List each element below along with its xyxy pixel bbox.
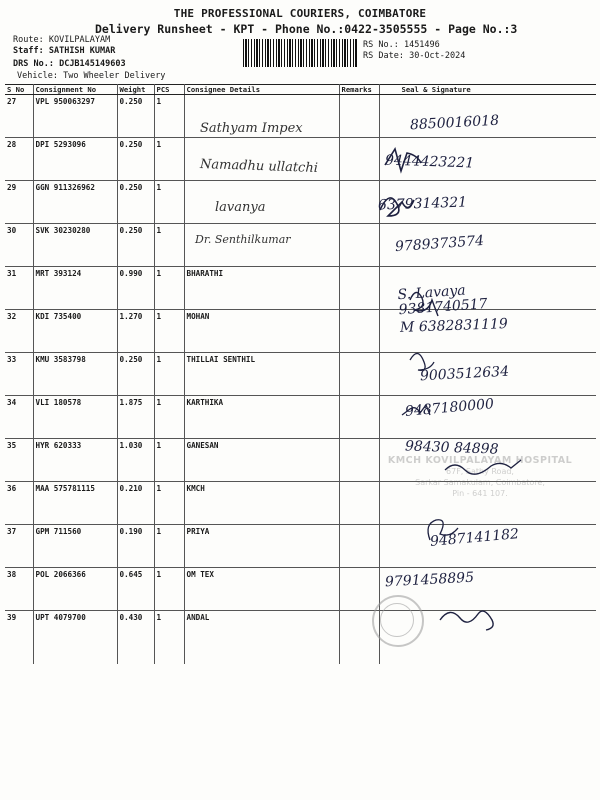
cell-consignment: KDI 735400 [33, 310, 117, 353]
handwritten-consignee: lavanya [215, 200, 266, 215]
cell-sno: 33 [5, 353, 33, 396]
cell-sno: 30 [5, 224, 33, 267]
table-row [5, 95, 596, 138]
table-row [5, 138, 596, 181]
cell-weight: 0.250 [117, 95, 154, 138]
signature: 9487180000 [404, 396, 495, 420]
cell-pcs: 1 [154, 439, 184, 482]
cell-remarks [339, 482, 379, 525]
signature: S. Lavaya 9381740517 [397, 282, 489, 319]
cell-consignment: UPT 4079700 [33, 611, 117, 665]
cell-consignee [184, 95, 339, 138]
cell-sno: 29 [5, 181, 33, 224]
staff-line [13, 46, 115, 56]
cell-consignee: BHARATHI [184, 267, 339, 310]
cell-pcs: 1 [154, 611, 184, 665]
drs-label: DRS No.: [13, 59, 54, 69]
cell-weight: 0.430 [117, 611, 154, 665]
runsheet-table [5, 84, 596, 664]
signature: 9789373574 [394, 232, 485, 256]
signature: 9003512634 [419, 363, 510, 385]
round-seal [372, 595, 424, 647]
cell-pcs: 1 [154, 396, 184, 439]
cell-signature [379, 396, 596, 439]
cell-pcs: 1 [154, 138, 184, 181]
cell-sno: 31 [5, 267, 33, 310]
cell-pcs: 1 [154, 181, 184, 224]
drs-line [13, 59, 126, 69]
cell-consignment: SVK 30230280 [33, 224, 117, 267]
cell-signature [379, 138, 596, 181]
cell-remarks [339, 568, 379, 611]
cell-remarks [339, 181, 379, 224]
cell-weight: 1.270 [117, 310, 154, 353]
vehicle-value: Two Wheeler Delivery [63, 71, 166, 81]
handwritten-consignee: Dr. Senthilkumar [195, 233, 291, 246]
cell-signature [379, 267, 596, 310]
signature: 8850016018 [409, 112, 500, 134]
stamp-name: KMCH KOVILPALAYAM HOSPITAL [387, 455, 573, 466]
cell-sno: 37 [5, 525, 33, 568]
stamp-line: Sarkar Samakulam, Coimbatore, [415, 478, 545, 487]
cell-pcs: 1 [154, 353, 184, 396]
table-row [5, 181, 596, 224]
cell-sno: 39 [5, 611, 33, 665]
cell-sno: 35 [5, 439, 33, 482]
signature: 98430 84898 [404, 438, 499, 458]
stamp-line: 67F, Sathy Road, [446, 467, 514, 476]
vehicle-line [17, 71, 165, 81]
cell-consignment: GPM 711560 [33, 525, 117, 568]
cell-consignee [184, 224, 339, 267]
cell-sno: 27 [5, 95, 33, 138]
cell-pcs: 1 [154, 267, 184, 310]
cell-remarks [339, 138, 379, 181]
cell-remarks [339, 310, 379, 353]
cell-consignee: KARTHIKA [184, 396, 339, 439]
cell-consignee: ANDAL [184, 611, 339, 665]
col-consignment: Consignment No [33, 85, 117, 95]
cell-signature [379, 224, 596, 267]
cell-weight: 0.250 [117, 353, 154, 396]
cell-weight: 0.190 [117, 525, 154, 568]
rs-no-label: RS No.: [363, 40, 399, 50]
table-row [5, 396, 596, 439]
cell-sno: 36 [5, 482, 33, 525]
cell-weight: 0.250 [117, 138, 154, 181]
cell-consignee [184, 181, 339, 224]
cell-remarks [339, 396, 379, 439]
cell-sno: 32 [5, 310, 33, 353]
cell-remarks [339, 439, 379, 482]
signature: M 6382831119 [399, 316, 509, 336]
cell-pcs: 1 [154, 95, 184, 138]
cell-sno: 34 [5, 396, 33, 439]
cell-pcs: 1 [154, 525, 184, 568]
cell-consignee: MOHAN [184, 310, 339, 353]
cell-consignment: VLI 180578 [33, 396, 117, 439]
stamp-line: Pin - 641 107. [452, 489, 508, 498]
staff-value: SATHISH KUMAR [48, 46, 116, 56]
table-row [5, 611, 596, 665]
signature: 6379314321 [377, 194, 468, 214]
table-row [5, 353, 596, 396]
cell-remarks [339, 353, 379, 396]
cell-remarks [339, 525, 379, 568]
rs-date-line [363, 51, 465, 61]
cell-signature [379, 181, 596, 224]
col-consignee: Consignee Details [184, 85, 339, 95]
handwritten-consignee: Sathyam Impex [200, 121, 303, 136]
cell-consignee: THILLAI SENTHIL [184, 353, 339, 396]
cell-sno: 38 [5, 568, 33, 611]
cell-consignee: KMCH [184, 482, 339, 525]
rs-no-line [363, 40, 440, 50]
rs-date-value: 30-Oct-2024 [409, 51, 466, 61]
handwritten-consignee: Namadhu ullatchi [199, 156, 319, 177]
cell-consignment: POL 2066366 [33, 568, 117, 611]
cell-weight: 0.990 [117, 267, 154, 310]
runsheet-subtitle: Delivery Runsheet - KPT - Phone No.:0422-3505555 - Page No.:3 [95, 22, 518, 36]
cell-consignment: MAA 575781115 [33, 482, 117, 525]
barcode [243, 39, 358, 67]
cell-weight: 1.875 [117, 396, 154, 439]
cell-consignment: DPI 5293096 [33, 138, 117, 181]
col-pcs: PCS [154, 85, 184, 95]
signature: 9444423221 [384, 152, 475, 172]
cell-consignment: GGN 911326962 [33, 181, 117, 224]
hospital-stamp [380, 455, 580, 545]
cell-signature [379, 95, 596, 138]
rs-date-label: RS Date: [363, 51, 404, 61]
cell-pcs: 1 [154, 310, 184, 353]
cell-consignment: HYR 620333 [33, 439, 117, 482]
table-row [5, 224, 596, 267]
cell-consignment: VPL 950063297 [33, 95, 117, 138]
company-title: THE PROFESSIONAL COURIERS, COIMBATORE [173, 7, 427, 20]
cell-consignee: PRIYA [184, 525, 339, 568]
vehicle-label: Vehicle: [17, 71, 58, 81]
cell-consignment: MRT 393124 [33, 267, 117, 310]
table-row [5, 267, 596, 310]
cell-pcs: 1 [154, 568, 184, 611]
route-label: Route: [13, 35, 44, 45]
cell-weight: 0.250 [117, 224, 154, 267]
signature: 9487141182 [429, 526, 520, 550]
rs-no-value: 1451496 [403, 40, 440, 50]
cell-weight: 1.030 [117, 439, 154, 482]
cell-pcs: 1 [154, 224, 184, 267]
cell-weight: 0.645 [117, 568, 154, 611]
col-remarks: Remarks [339, 85, 379, 95]
col-signature: Seal & Signature [379, 85, 596, 95]
table-header [5, 85, 596, 95]
route-value: KOVILPALAYAM [48, 35, 111, 45]
col-weight: Weight [117, 85, 154, 95]
cell-sno: 28 [5, 138, 33, 181]
signature: 9791458895 [384, 569, 475, 591]
drs-value: DCJB145149603 [59, 59, 126, 69]
cell-signature [379, 353, 596, 396]
cell-pcs: 1 [154, 482, 184, 525]
cell-signature [379, 310, 596, 353]
staff-label: Staff: [13, 46, 44, 56]
cell-consignee [184, 138, 339, 181]
cell-remarks [339, 224, 379, 267]
cell-weight: 0.210 [117, 482, 154, 525]
table-row [5, 568, 596, 611]
table-row [5, 310, 596, 353]
cell-remarks [339, 267, 379, 310]
cell-consignee: GANESAN [184, 439, 339, 482]
route-line [13, 35, 110, 45]
cell-consignment: KMU 3583798 [33, 353, 117, 396]
cell-consignee: OM TEX [184, 568, 339, 611]
cell-weight: 0.250 [117, 181, 154, 224]
col-sno: S No [5, 85, 33, 95]
cell-remarks [339, 95, 379, 138]
